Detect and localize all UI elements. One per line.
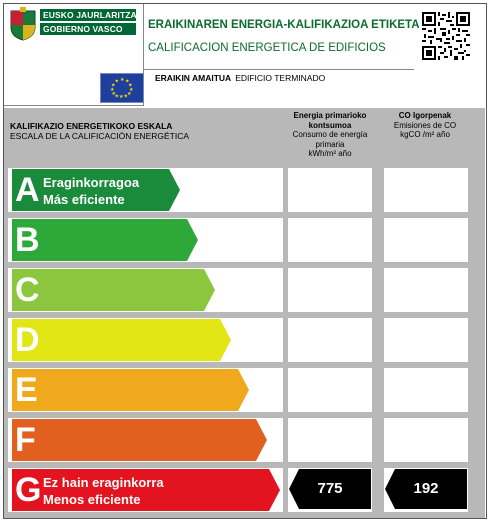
class-letter: F <box>15 421 36 459</box>
header-title-area <box>144 4 420 70</box>
co2-header-unit: kgCO /m² año <box>400 130 450 139</box>
energy-cell <box>288 318 372 362</box>
svg-text:★: ★ <box>123 93 128 100</box>
svg-text:★: ★ <box>110 87 115 93</box>
class-letter: D <box>15 321 40 359</box>
energy-cell <box>288 218 372 262</box>
svg-text:★: ★ <box>125 78 130 85</box>
co2-value-indicator <box>385 469 467 509</box>
scale-title-spanish: ESCALA DE LA CALIFICACIÓN ENERGÉTICA <box>10 131 190 141</box>
co2-cell <box>384 168 468 212</box>
gobierno-vasco-logo <box>8 7 136 41</box>
svg-text:★: ★ <box>111 91 116 97</box>
svg-text:★: ★ <box>119 94 124 100</box>
class-bar-d <box>12 319 231 361</box>
co2-value: 192 <box>413 480 439 497</box>
co2-cell <box>384 268 468 312</box>
class-letter: A <box>15 171 40 209</box>
class-bar-g <box>12 469 280 511</box>
co2-cell <box>384 318 468 362</box>
co2-cell <box>384 468 468 512</box>
co2-cell <box>384 218 468 262</box>
class-letter: E <box>15 371 38 409</box>
qr-code-icon <box>422 12 470 60</box>
energy-header-sub2: primaria <box>315 139 345 149</box>
label-title-basque: ERAIKINAREN ENERGIA-KALIFIKAZIOA ETIKETA <box>148 19 420 31</box>
svg-text:★: ★ <box>127 91 132 97</box>
energy-cell <box>288 168 372 212</box>
energy-header-unit: kWh/m² año <box>308 149 352 158</box>
class-letter: C <box>15 271 40 309</box>
coat-of-arms-icon <box>8 7 38 41</box>
energy-cell <box>288 418 372 462</box>
svg-text:★: ★ <box>128 82 133 89</box>
energy-value: 775 <box>317 480 343 497</box>
class-label-spanish: Más eficiente <box>43 192 125 207</box>
class-label-basque: Ez hain eraginkorra <box>43 475 164 490</box>
eu-flag-icon <box>100 73 144 103</box>
label-title-spanish: CALIFICACION ENERGETICA DE EDIFICIOS <box>148 42 386 54</box>
svg-text:★: ★ <box>114 78 119 85</box>
energy-column-header <box>289 111 371 159</box>
energy-cell <box>288 468 372 512</box>
energy-header-l1: Energia primarioko <box>293 111 367 120</box>
building-status-value: EDIFICIO TERMINADO <box>235 73 326 83</box>
svg-text:★: ★ <box>114 93 119 100</box>
class-letter: G <box>15 471 42 509</box>
class-letter: B <box>15 221 40 259</box>
energy-header-l2: kontsumoa <box>308 120 352 130</box>
energy-header-sub1: Consumo de energía <box>292 130 368 139</box>
co2-header-title: CO Igorpenak <box>398 111 452 120</box>
co2-cell <box>384 368 468 412</box>
class-bar-e <box>12 369 249 411</box>
org-name-spanish: GOBIERNO VASCO <box>40 23 136 35</box>
scale-title-basque: KALIFIKAZIO ENERGETIKOKO ESKALA <box>10 121 173 131</box>
svg-text:★: ★ <box>120 77 125 83</box>
co2-column-header <box>384 111 466 140</box>
co2-header-sub: Emisiones de CO <box>393 120 457 130</box>
svg-text:★: ★ <box>129 87 134 93</box>
building-status <box>155 73 325 83</box>
svg-text:★: ★ <box>111 82 116 89</box>
class-bar-a <box>12 169 180 211</box>
energy-cell <box>288 368 372 412</box>
energy-cell <box>288 268 372 312</box>
class-bar-f <box>12 419 267 461</box>
class-label-basque: Eraginkorragoa <box>43 175 140 190</box>
energy-value-indicator <box>289 469 371 509</box>
class-bar-b <box>12 219 198 261</box>
class-label-spanish: Menos eficiente <box>43 492 141 507</box>
org-name-basque: EUSKO JAURLARITZA <box>40 9 136 21</box>
class-bar-c <box>12 269 215 311</box>
building-status-label: ERAIKIN AMAITUA <box>155 73 232 83</box>
co2-cell <box>384 418 468 462</box>
